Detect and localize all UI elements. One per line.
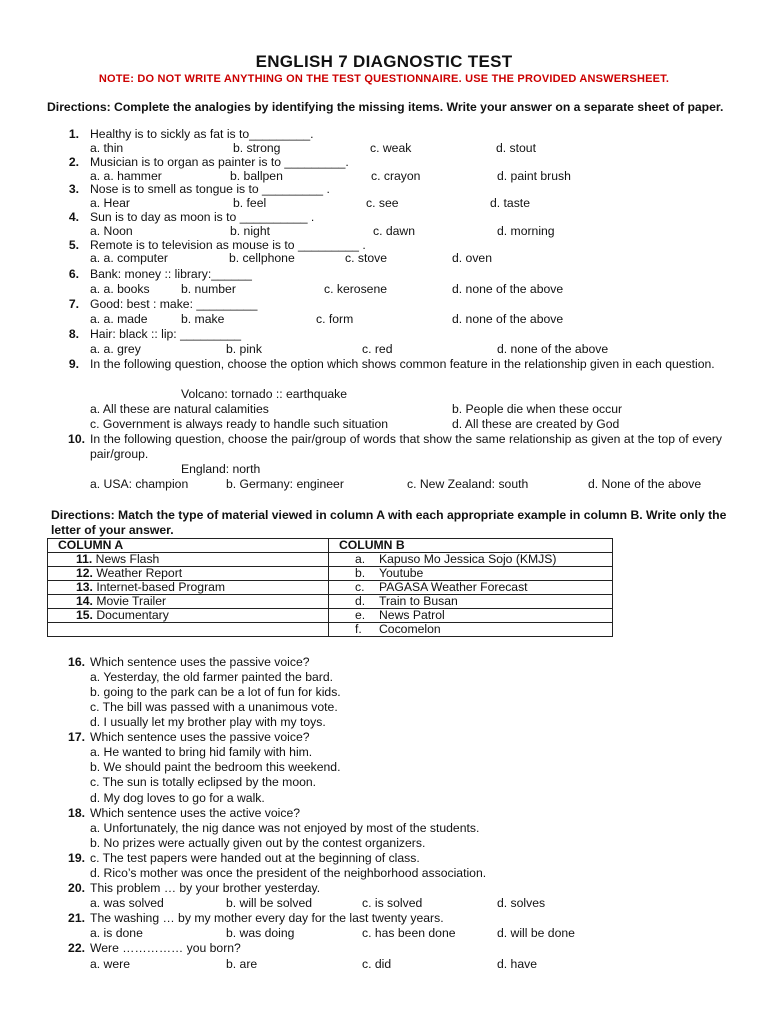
item-question: c. The test papers were handed out at the beginning of class.: [90, 851, 420, 865]
item-number: 9.: [68, 357, 79, 371]
option-d: d. have: [497, 957, 537, 971]
option-d: d. Rico’s mother was once the president of the neighborhood association.: [90, 866, 487, 880]
option-d: d. none of the above: [452, 282, 564, 296]
item-number: 8.: [68, 327, 79, 341]
item-question: Were …………… you born?: [90, 941, 241, 955]
option-c: c. New Zealand: south: [407, 477, 529, 491]
item-question: Remote is to television as mouse is to _________ .: [90, 238, 366, 252]
option-d: d. My dog loves to go for a walk.: [90, 791, 265, 805]
option-a: a. Noon: [90, 224, 133, 238]
option-c: c. The sun is totally eclipsed by the moon.: [90, 775, 317, 789]
option-d: d. oven: [452, 251, 492, 265]
option-d: d. none of the above: [452, 312, 564, 326]
item-question: This problem … by your brother yesterday.: [90, 881, 321, 895]
part2-directions: Directions: Match the type of material viewed in column A with each appropriate example in column B. Write only the letter of your answer.: [51, 508, 727, 537]
item-number: 1.: [68, 127, 79, 141]
item-question: In the following question, choose the pair/group of words that show the same relationship as given at the top of every pair/group.: [90, 432, 722, 461]
option-d: d. stout: [496, 141, 536, 155]
item-number: 21.: [68, 911, 85, 925]
option-a: a. USA: champion: [90, 477, 189, 491]
table-header-row: [48, 539, 613, 553]
option-d: d. All these are created by God: [452, 417, 620, 431]
option-d: d. I usually let my brother play with my toys.: [90, 715, 326, 729]
item-number: 22.: [68, 941, 85, 955]
option-a: a. All these are natural calamities: [90, 402, 269, 416]
item-question: Hair: black :: lip: _________: [90, 327, 242, 341]
option-b: b. feel: [233, 196, 267, 210]
option-d: d. paint brush: [497, 169, 571, 183]
item-number: 17.: [68, 730, 85, 744]
item-question: The washing … by my mother every day for the last twenty years.: [90, 911, 444, 925]
item-question: Which sentence uses the passive voice?: [90, 730, 310, 744]
option-c: c. is solved: [362, 896, 423, 910]
item-number: 3.: [68, 182, 79, 196]
item-number: 10.: [68, 432, 85, 446]
option-b: b. People die when these occur: [452, 402, 623, 416]
item-question: Which sentence uses the passive voice?: [90, 655, 310, 669]
option-d: d. none of the above: [497, 342, 609, 356]
test-title: ENGLISH 7 DIAGNOSTIC TEST: [255, 52, 513, 71]
option-a: a. a. computer: [90, 251, 168, 265]
option-a: a. is done: [90, 926, 143, 940]
item-question: Good: best : make: _________: [90, 297, 258, 311]
item-question: Nose is to smell as tongue is to _________ .: [90, 182, 330, 196]
option-a: a. He wanted to bring hid family with him.: [90, 745, 313, 759]
matching-table: [47, 538, 613, 637]
option-c: c. The bill was passed with a unanimous vote.: [90, 700, 338, 714]
option-a: a. a. hammer: [90, 169, 162, 183]
option-c: c. Government is always ready to handle such situation: [90, 417, 389, 431]
option-a: a. was solved: [90, 896, 164, 910]
option-b: b. night: [230, 224, 270, 238]
option-c: c. has been done: [362, 926, 456, 940]
option-b: b. make: [181, 312, 225, 326]
item-question: In the following question, choose the option which shows common feature in the relationship given in each question.: [90, 357, 715, 371]
option-a: a. a. grey: [90, 342, 141, 356]
table-row: 15. Documentary e. News Patrol: [48, 609, 613, 623]
item-number: 20.: [68, 881, 85, 895]
option-b: b. pink: [226, 342, 262, 356]
option-b: b. will be solved: [226, 896, 313, 910]
option-a: a. a. books: [90, 282, 150, 296]
table-row: 13. Internet-based Program c. PAGASA Weather Forecast: [48, 581, 613, 595]
option-d: d. solves: [497, 896, 546, 910]
item-pair: England: north: [181, 462, 261, 476]
item-pair: Volcano: tornado :: earthquake: [181, 387, 348, 401]
item-number: 19.: [68, 851, 85, 865]
part1-directions: Directions: Complete the analogies by identifying the missing items. Write your answer on a separate sheet of paper.: [47, 100, 724, 114]
option-b: b. ballpen: [230, 169, 283, 183]
item-number: 2.: [68, 155, 79, 169]
table-row: 14. Movie Trailer d. Train to Busan: [48, 595, 613, 609]
option-c: c. red: [362, 342, 393, 356]
option-c: c. dawn: [373, 224, 416, 238]
option-b: b. strong: [233, 141, 281, 155]
option-b: b. Germany: engineer: [226, 477, 344, 491]
option-a: a. were: [90, 957, 130, 971]
option-d: d. morning: [497, 224, 555, 238]
item-number: 5.: [68, 238, 79, 252]
table-row: 12. Weather Report b. Youtube: [48, 567, 613, 581]
item-number: 6.: [68, 267, 79, 281]
item-number: 4.: [68, 210, 79, 224]
item-question: Musician is to organ as painter is to _________.: [90, 155, 349, 169]
option-b: b. number: [181, 282, 236, 296]
table-row: f. Cocomelon: [48, 623, 613, 637]
option-d: d. will be done: [497, 926, 575, 940]
option-c: c. weak: [370, 141, 412, 155]
option-b: b. No prizes were actually given out by the contest organizers.: [90, 836, 426, 850]
item-number: 18.: [68, 806, 85, 820]
option-a: a. thin: [90, 141, 124, 155]
test-note: NOTE: DO NOT WRITE ANYTHING ON THE TEST QUESTIONNAIRE. USE THE PROVIDED ANSWERSHEET.: [98, 73, 670, 85]
option-c: c. stove: [345, 251, 387, 265]
item-question: Healthy is to sickly as fat is to_________.: [90, 127, 314, 141]
item-question: Sun is to day as moon is to __________ .: [90, 210, 315, 224]
table-row: 11. News Flash a. Kapuso Mo Jessica Sojo (KMJS): [48, 553, 613, 567]
option-c: c. kerosene: [324, 282, 388, 296]
item-question: Which sentence uses the active voice?: [90, 806, 301, 820]
option-b: b. We should paint the bedroom this weekend.: [90, 760, 341, 774]
option-b: b. was doing: [226, 926, 295, 940]
option-b: b. cellphone: [229, 251, 295, 265]
option-b: b. going to the park can be a lot of fun for kids.: [90, 685, 341, 699]
option-b: b. are: [226, 957, 258, 971]
option-c: c. did: [362, 957, 392, 971]
option-d: d. taste: [490, 196, 530, 210]
option-a: a. a. made: [90, 312, 148, 326]
column-b-header: COLUMN B: [329, 539, 613, 553]
option-a: a. Hear: [90, 196, 130, 210]
option-c: c. form: [316, 312, 354, 326]
option-c: c. see: [366, 196, 399, 210]
item-number: 7.: [68, 297, 79, 311]
option-a: a. Yesterday, the old farmer painted the bard.: [90, 670, 334, 684]
item-number: 16.: [68, 655, 85, 669]
option-c: c. crayon: [371, 169, 421, 183]
column-a-header: COLUMN A: [48, 539, 329, 553]
option-d: d. None of the above: [588, 477, 702, 491]
item-question: Bank: money :: library:______: [90, 267, 252, 281]
option-a: a. Unfortunately, the nig dance was not enjoyed by most of the students.: [90, 821, 480, 835]
